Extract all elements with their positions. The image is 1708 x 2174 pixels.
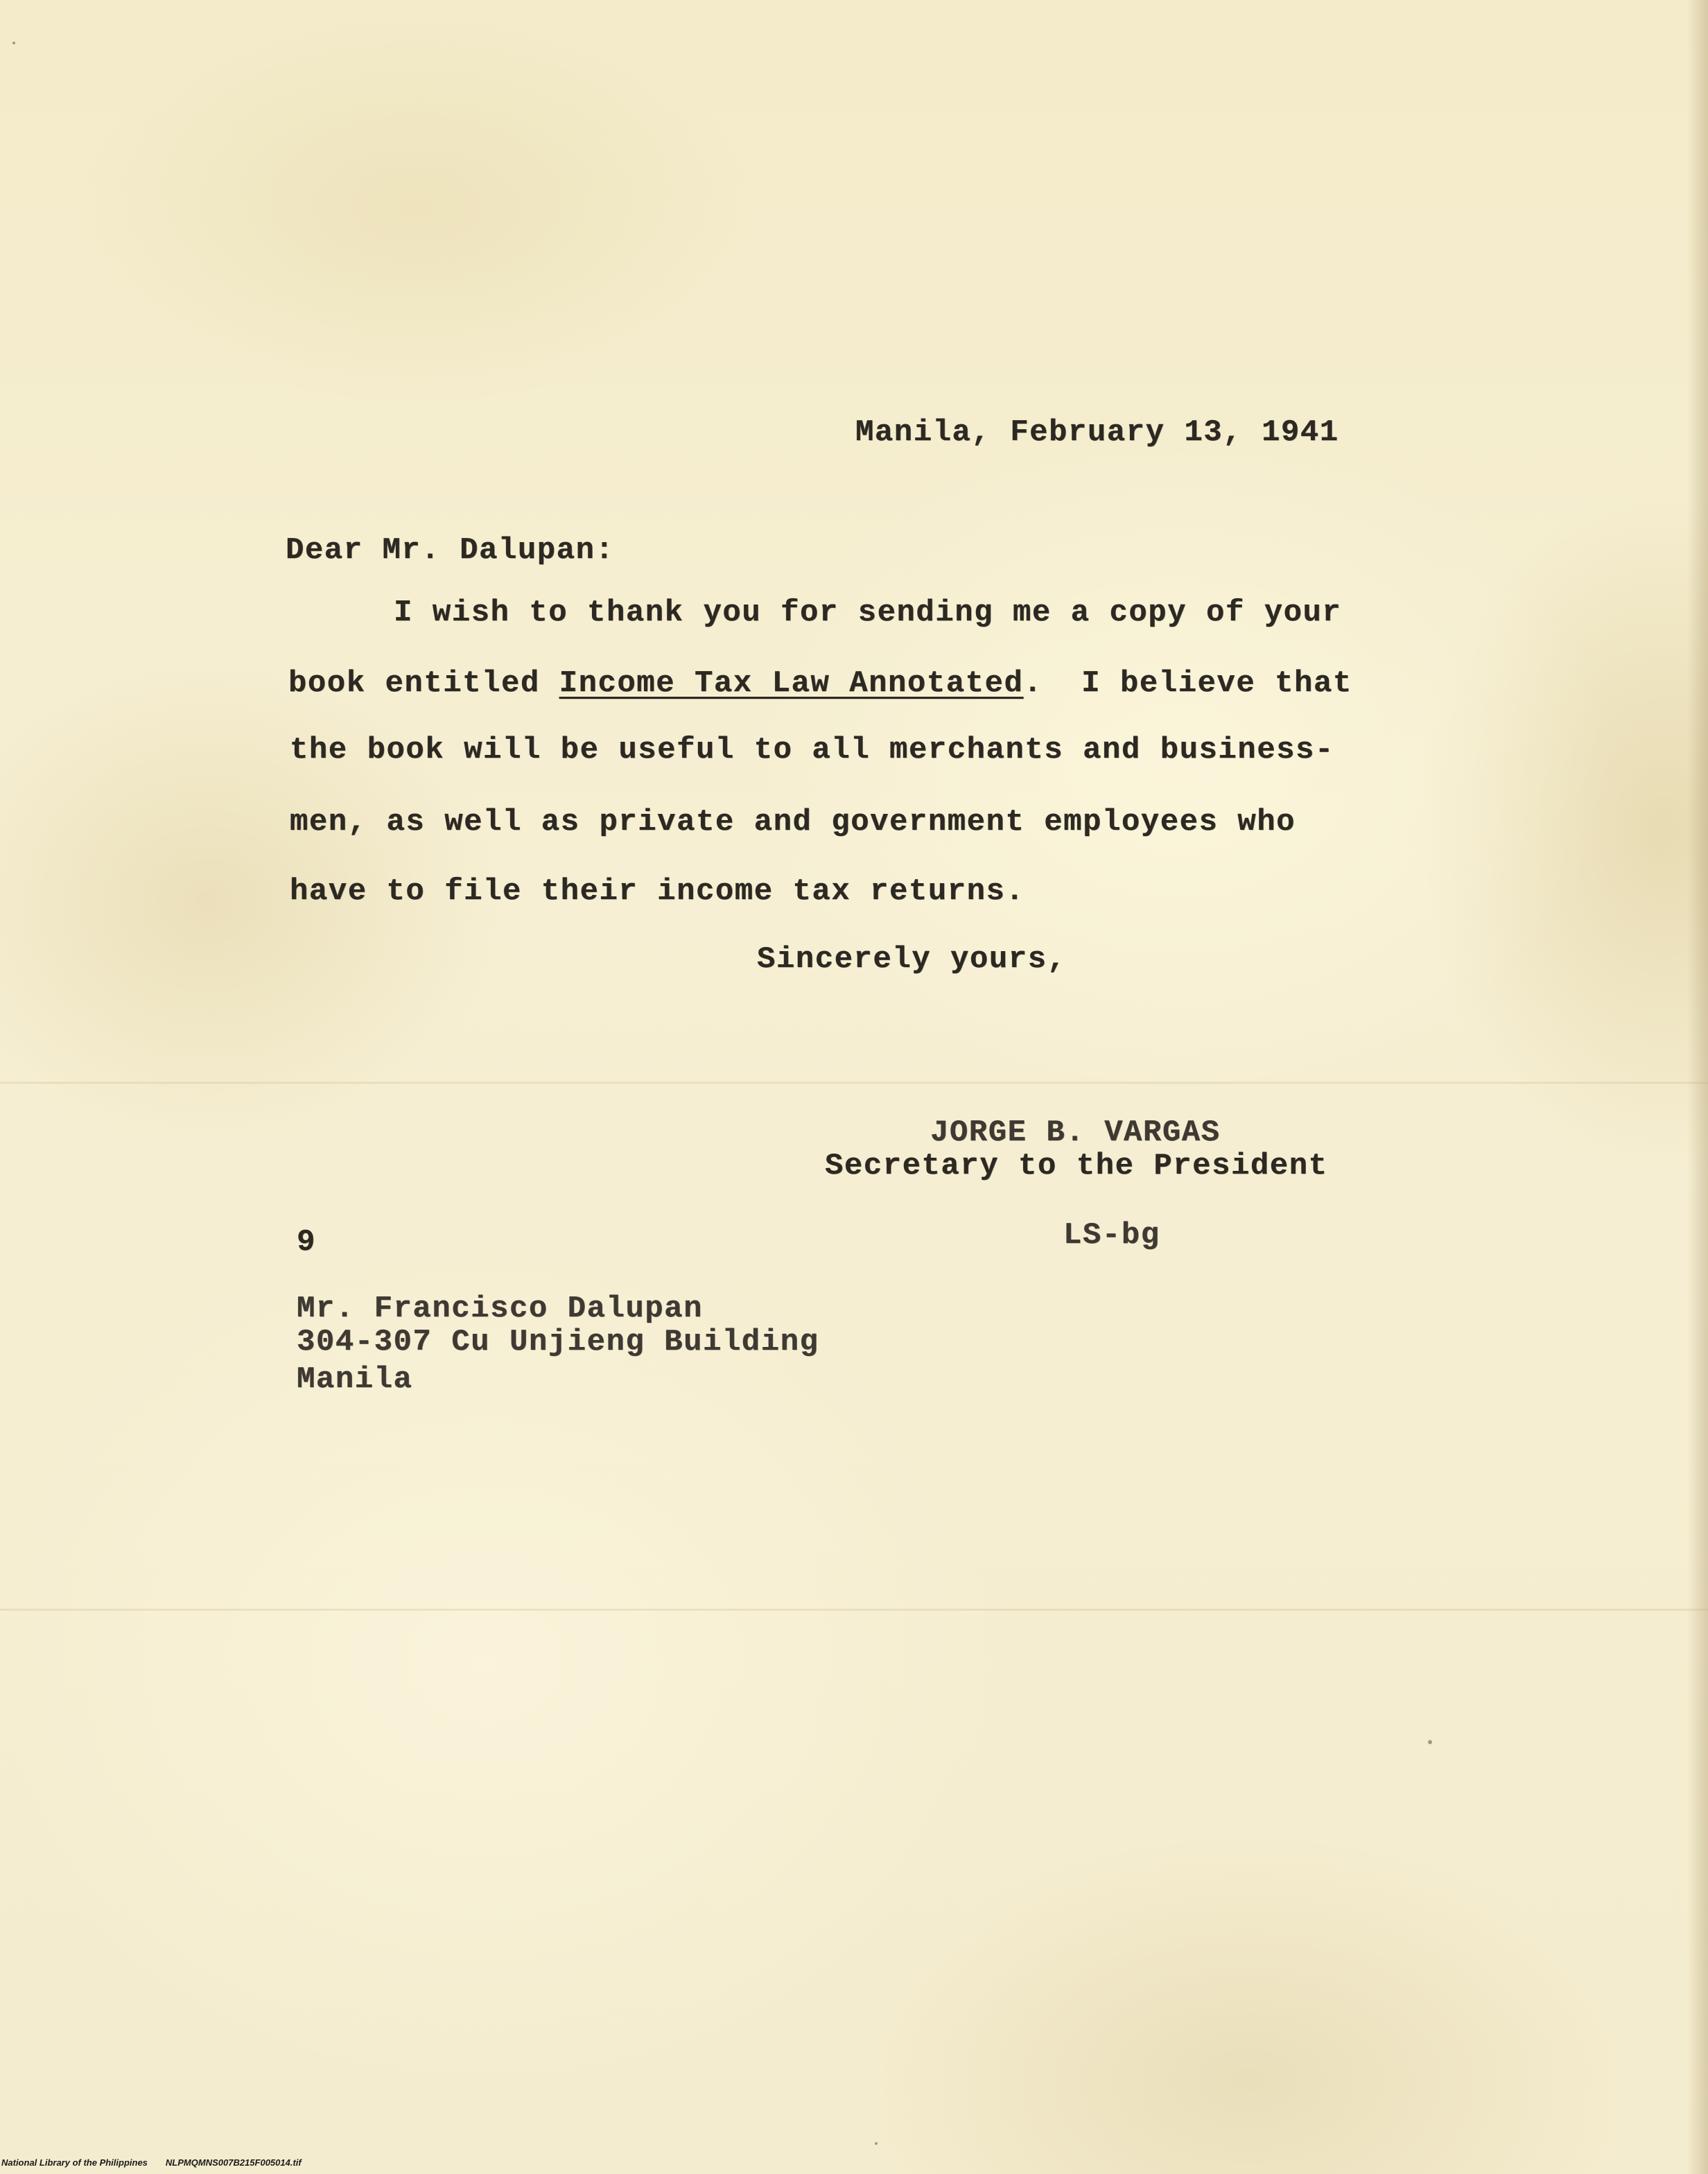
addressee-name: Mr. Francisco Dalupan (297, 1292, 703, 1326)
file-id: NLPMQMNS007B215F005014.tif (165, 2157, 302, 2168)
body-line-4: men, as well as private and government employees who (290, 805, 1296, 840)
body-line-2-start: book entitled (288, 666, 559, 701)
paper-speck (12, 42, 15, 44)
body-line-1: I wish to thank you for sending me a copy of your (394, 595, 1342, 630)
page-edge-shadow (1687, 0, 1708, 2174)
body-line-3: the book will be useful to all merchants and business- (290, 733, 1334, 767)
archive-footer (1, 2157, 302, 2168)
letter-closing: Sincerely yours, (757, 942, 1067, 977)
body-line-5: have to file their income tax returns. (290, 874, 1025, 909)
addressee-city: Manila (297, 1362, 413, 1397)
paper-speck (875, 2142, 878, 2145)
book-title: Income Tax Law Annotated (559, 666, 1024, 701)
addressee-street: 304-307 Cu Unjieng Building (297, 1325, 819, 1359)
body-line-2 (288, 668, 1352, 699)
typist-initials: LS-bg (1063, 1218, 1160, 1253)
letter-date: Manila, February 13, 1941 (855, 415, 1339, 450)
file-number: 9 (297, 1225, 316, 1260)
paper-fold (0, 1081, 1708, 1084)
signer-name: JORGE B. VARGAS (930, 1115, 1221, 1150)
signer-title: Secretary to the President (825, 1149, 1328, 1183)
paper-speck (1428, 1740, 1432, 1744)
body-line-2-end: . I believe that (1023, 666, 1352, 701)
library-label: National Library of the Philippines (1, 2157, 148, 2168)
letter-salutation: Dear Mr. Dalupan: (286, 533, 615, 568)
paper-fold (0, 1608, 1708, 1611)
